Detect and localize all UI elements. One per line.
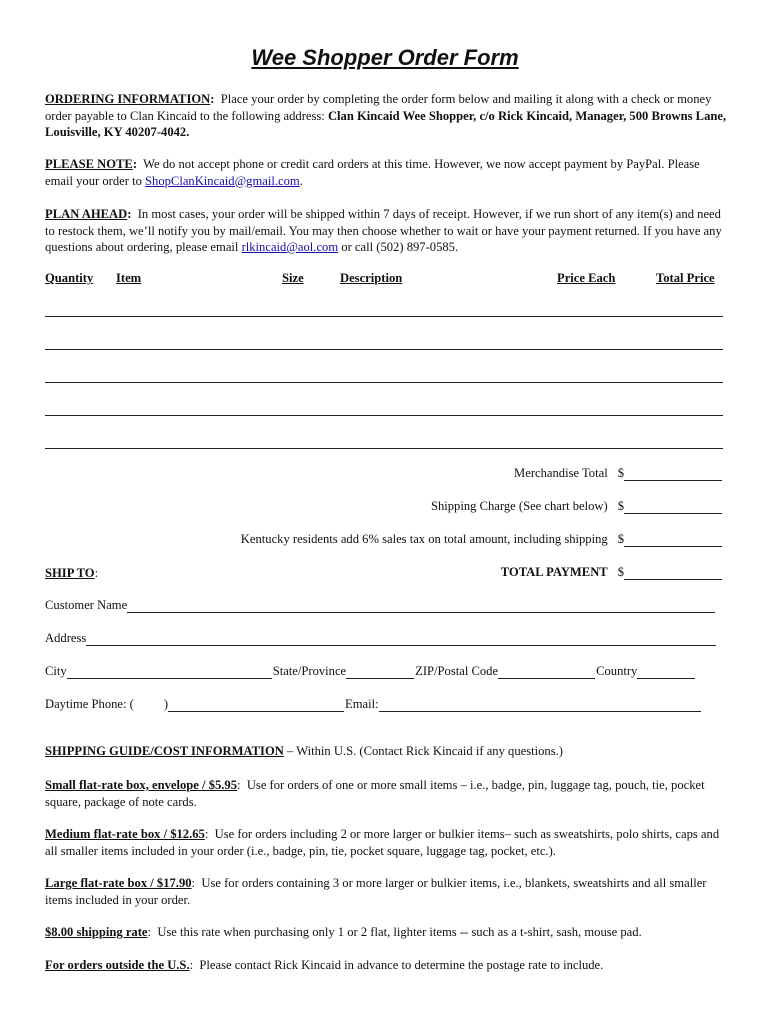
- column-header-price-each: Price Each: [557, 271, 616, 285]
- order-line-4[interactable]: [45, 415, 723, 416]
- total-payment-field[interactable]: [624, 567, 722, 580]
- shipping-charge-field[interactable]: [624, 501, 722, 514]
- currency-symbol: $: [617, 499, 624, 513]
- merchandise-total-row: [514, 466, 722, 481]
- medium-box-text: Use for orders including 2 or more larger or bulkier items– such as sweatshirts, polo shirts, caps and all smaller items included in your order (i.e., badge, pin, tie, pocket square, luggage tag, pocket, etc.).: [45, 827, 720, 858]
- ship-to-heading: SHIP TO:: [45, 566, 99, 580]
- zip-label: ZIP/Postal Code: [415, 664, 499, 678]
- city-row: [45, 664, 696, 679]
- sales-tax-label: Kentucky residents add 6% sales tax on total amount, including shipping: [240, 532, 608, 546]
- state-field[interactable]: [346, 666, 414, 679]
- shipping-charge-row: [431, 499, 722, 514]
- column-header-quantity: Quantity: [45, 271, 94, 285]
- ordering-information-label: ORDERING INFORMATION: [45, 92, 211, 106]
- city-label: City: [45, 664, 67, 678]
- customer-name-row: [45, 598, 716, 613]
- currency-symbol: $: [617, 532, 624, 546]
- ship-to-label: SHIP TO: [45, 566, 95, 580]
- international-text: Please contact Rick Kincaid in advance to determine the postage rate to include.: [199, 958, 604, 972]
- mailing-address: Clan Kincaid Wee Shopper, c/o Rick Kincaid, Manager, 500 Browns Lane, Louisville, KY 40207-4042.: [45, 108, 727, 139]
- small-box-label: Small flat-rate box, envelope / $5.95: [45, 778, 238, 792]
- ordering-information-text: Place your order by completing the order form below and mailing it along with a check or money order payable to Clan Kincaid to the following address:: [45, 92, 712, 123]
- total-payment-label: TOTAL PAYMENT: [500, 565, 608, 579]
- order-line-1[interactable]: [45, 316, 723, 317]
- page-title: Wee Shopper Order Form: [251, 45, 519, 70]
- order-line-3[interactable]: [45, 382, 723, 383]
- address-row: [45, 631, 717, 646]
- country-field[interactable]: [637, 666, 695, 679]
- please-note-text: We do not accept phone or credit card orders at this time. However, we now accept payment by PayPal. Please email your order to: [45, 157, 700, 188]
- shipping-guide-suffix: – Within U.S. (Contact Rick Kincaid if any questions.): [287, 744, 563, 758]
- phone-close-paren: ): [163, 697, 169, 711]
- small-box-text: Use for orders of one or more small items – i.e., badge, pin, luggage tag, pouch, tie, pocket square, package of note cards.: [45, 778, 705, 809]
- large-box-text: Use for orders containing 3 or more larger or bulkier items, i.e., blankets, sweatshirts and all smaller items included in your order.: [45, 876, 707, 907]
- plan-ahead-text: In most cases, your order will be shipped within 7 days of receipt. However, if we run short of any item(s) and need to restock them, we’ll notify you by mail/email. You may then choose whether to wait or have your payment returned. If you have any questions about ordering, please email: [45, 207, 722, 254]
- customer-name-field[interactable]: [127, 600, 715, 613]
- contact-phone-text: or call (502) 897-0585.: [341, 240, 459, 254]
- column-header-total-price: Total Price: [656, 271, 715, 285]
- ordering-information-section: ORDERING INFORMATION: Place your order by completing the order form below and mailing it along with a check or money order payable to Clan Kincaid to the following address: Clan Kincaid Wee Shopper, c/o Rick Kincaid, Manager, 500 Browns Lane, Louisville, KY 40207-4042.: [45, 92, 727, 139]
- shipping-guide-label: SHIPPING GUIDE/COST INFORMATION: [45, 744, 284, 758]
- shipping-charge-label: Shipping Charge (See chart below): [430, 499, 608, 513]
- email-field[interactable]: [379, 699, 701, 712]
- country-label: Country: [596, 664, 638, 678]
- phone-label: Daytime Phone: (: [45, 697, 134, 711]
- please-note-section: PLEASE NOTE: We do not accept phone or credit card orders at this time. However, we now accept payment by PayPal. Please email your order to ShopClanKincaid@gmail.com.: [45, 157, 700, 188]
- flat-rate-info: $8.00 shipping rate: Use this rate when purchasing only 1 or 2 flat, lighter items -- such as a t-shirt, sash, mouse pad.: [45, 925, 642, 939]
- flat-rate-label: $8.00 shipping rate: [45, 925, 148, 939]
- merchandise-total-field[interactable]: [624, 468, 722, 481]
- phone-field[interactable]: [168, 699, 344, 712]
- total-payment-row: [501, 565, 722, 580]
- plan-ahead-label: PLAN AHEAD: [45, 207, 128, 221]
- customer-name-label: Customer Name: [45, 598, 128, 612]
- plan-ahead-section: PLAN AHEAD: In most cases, your order will be shipped within 7 days of receipt. However, if we run short of any item(s) and need to restock them, we’ll notify you by mail/email. You may then choose whether to wait or have your payment returned. If you have any questions about ordering, please email rlkincaid@aol.com or call (502) 897-0585.: [45, 207, 722, 254]
- email-label: Email:: [345, 697, 379, 711]
- order-line-2[interactable]: [45, 349, 723, 350]
- order-line-5[interactable]: [45, 448, 723, 449]
- large-box-info: Large flat-rate box / $17.90: Use for orders containing 3 or more larger or bulkier items, i.e., blankets, sweatshirts and all smaller items included in your order.: [45, 876, 707, 907]
- phone-email-row: [45, 697, 702, 712]
- sales-tax-field[interactable]: [624, 534, 722, 547]
- sales-tax-row: [241, 532, 722, 547]
- address-field[interactable]: [86, 633, 716, 646]
- contact-email-link[interactable]: rlkincaid@aol.com: [241, 240, 339, 254]
- zip-field[interactable]: [498, 666, 595, 679]
- medium-box-info: Medium flat-rate box / $12.65: Use for orders including 2 or more larger or bulkier items– such as sweatshirts, polo shirts, caps and all smaller items included in your order (i.e., badge, pin, tie, pocket square, luggage tag, pocket, etc.).: [45, 827, 720, 858]
- city-field[interactable]: [67, 666, 272, 679]
- small-box-info: Small flat-rate box, envelope / $5.95: Use for orders of one or more small items – i.e., badge, pin, luggage tag, pouch, tie, pocket square, package of note cards.: [45, 778, 705, 809]
- currency-symbol: $: [617, 466, 624, 480]
- currency-symbol: $: [617, 565, 624, 579]
- state-label: State/Province: [272, 664, 347, 678]
- column-header-item: Item: [116, 271, 142, 285]
- address-label: Address: [45, 631, 87, 645]
- please-note-label: PLEASE NOTE: [45, 157, 133, 171]
- large-box-label: Large flat-rate box / $17.90: [45, 876, 192, 890]
- shop-email-link[interactable]: ShopClanKincaid@gmail.com: [145, 173, 300, 188]
- international-info: For orders outside the U.S.: Please contact Rick Kincaid in advance to determine the postage rate to include.: [45, 958, 604, 972]
- medium-box-label: Medium flat-rate box / $12.65: [45, 827, 205, 841]
- flat-rate-text: Use this rate when purchasing only 1 or 2 flat, lighter items -- such as a t-shirt, sash, mouse pad.: [157, 925, 642, 939]
- column-header-size: Size: [282, 271, 304, 285]
- merchandise-total-label: Merchandise Total: [514, 466, 608, 480]
- column-header-description: Description: [340, 271, 403, 285]
- international-label: For orders outside the U.S.: [45, 958, 190, 972]
- shipping-guide-heading: [45, 743, 730, 760]
